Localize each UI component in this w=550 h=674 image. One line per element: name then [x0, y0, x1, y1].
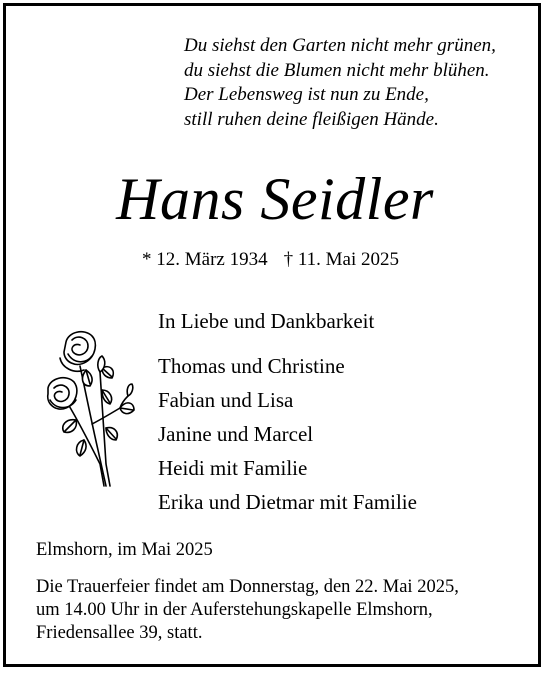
birth-date: * 12. März 1934 [142, 249, 268, 270]
rose-illustration-icon [40, 324, 136, 490]
poem-line: Du siehst den Garten nicht mehr grünen, [184, 35, 496, 56]
funeral-line: um 14.00 Uhr in der Auferstehungskapelle Elmshorn, [36, 600, 433, 620]
poem-verse [184, 34, 534, 132]
poem-line: still ruhen deine fleißigen Hände. [184, 108, 439, 130]
deceased-name: Hans Seidler [116, 166, 434, 232]
mourner-item: Erika und Dietmar mit Familie [158, 490, 417, 514]
funeral-notice [36, 576, 459, 645]
place-and-date: Elmshorn, im Mai 2025 [36, 540, 213, 560]
mourners-list [158, 349, 417, 519]
funeral-line: Friedensallee 39, statt. [36, 623, 203, 643]
dedication-line: In Liebe und Dankbarkeit [158, 309, 375, 333]
death-date: † 11. Mai 2025 [283, 249, 399, 270]
life-dates [142, 249, 399, 271]
mourner-item: Thomas und Christine [158, 354, 345, 378]
poem-line: Der Lebensweg ist nun zu Ende, [184, 84, 429, 105]
poem-line: du siehst die Blumen nicht mehr blühen. [184, 59, 490, 81]
obituary-notice [3, 3, 541, 667]
mourner-item: Janine und Marcel [158, 422, 314, 446]
mourner-item: Heidi mit Familie [158, 456, 308, 480]
funeral-line: Die Trauerfeier findet am Donnerstag, den 22. Mai 2025, [36, 577, 459, 597]
mourner-item: Fabian und Lisa [158, 388, 294, 412]
